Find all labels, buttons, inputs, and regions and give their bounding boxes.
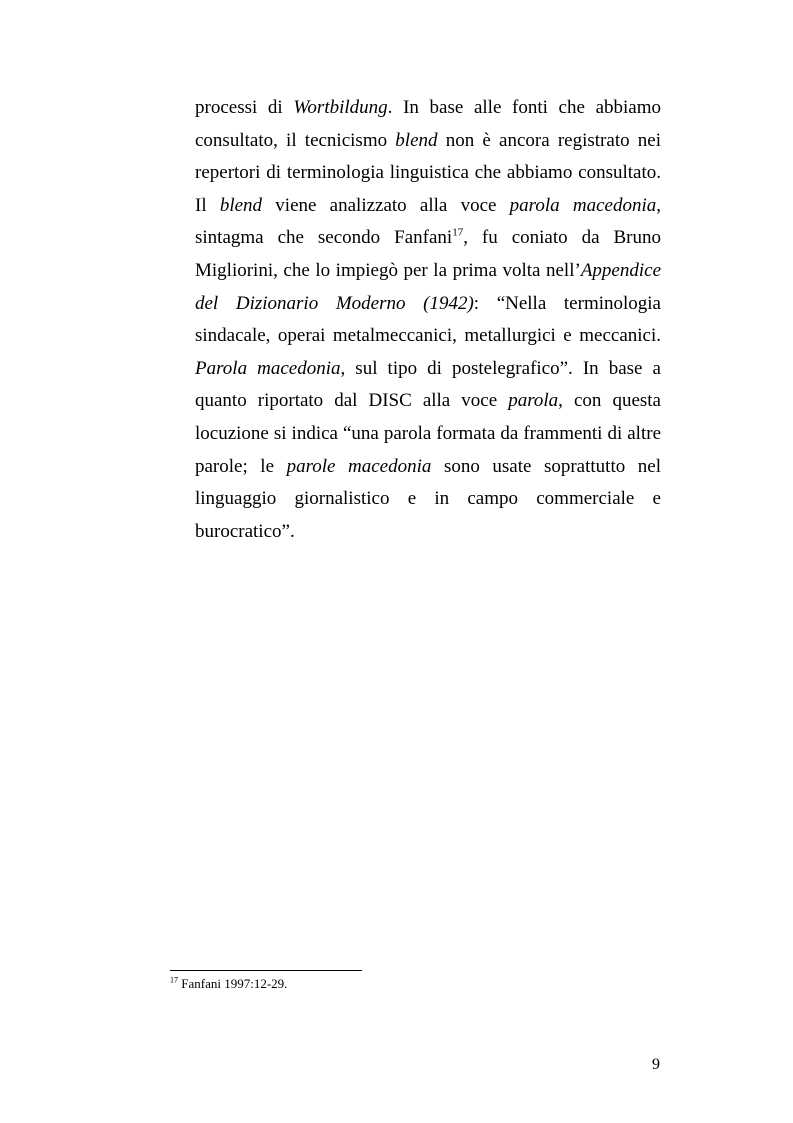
text-line: Migliorini, che lo impiegò per la prima volta nell’Appendice xyxy=(195,259,661,281)
text-line: locuzione si indica “una parola formata da frammenti di altre xyxy=(195,422,661,444)
text-line: processi di Wortbildung. In base alle fonti che abbiamo xyxy=(195,97,661,118)
body-paragraph xyxy=(195,92,661,548)
text-line: sintagma che secondo Fanfani$^{17}$, fu coniato da Bruno xyxy=(195,227,662,249)
text-line: Parola macedonia, sul tipo di postelegrafico”. In base a xyxy=(195,357,661,379)
footnote-separator xyxy=(170,970,362,971)
text-line: quanto riportato dal DISC alla voce parola, con questa xyxy=(195,390,661,412)
text-line: repertori di terminologia linguistica che abbiamo consultato. xyxy=(195,162,661,184)
text-line: parole; le parole macedonia sono usate soprattutto nel xyxy=(195,455,661,477)
text-line: consultato, il tecnicismo blend non è ancora registrato nei xyxy=(195,129,661,151)
footnote-reference: 17 xyxy=(452,227,464,240)
footnote xyxy=(170,976,287,992)
text-line: sindacale, operai metalmeccanici, metallurgici e meccanici. xyxy=(195,325,661,347)
footnote-text: Fanfani 1997:12-29. xyxy=(181,976,288,991)
page-number: 9 xyxy=(652,1056,660,1073)
text-line: burocratico”. xyxy=(195,520,295,542)
text-line: del Dizionario Moderno (1942): “Nella terminologia xyxy=(195,292,661,314)
text-line: linguaggio giornalistico e in campo commerciale e xyxy=(195,488,661,510)
text-line: Il blend viene analizzato alla voce parola macedonia, xyxy=(195,194,661,216)
footnote-marker: 17 xyxy=(170,975,178,985)
